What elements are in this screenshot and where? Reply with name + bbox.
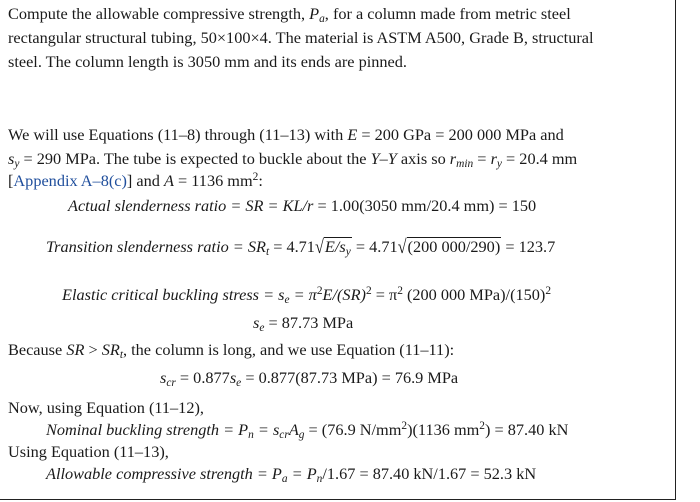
- sub-a: a: [319, 13, 325, 25]
- now-line: Now, using Equation (11–12),: [8, 398, 204, 417]
- var-r: r: [449, 149, 457, 168]
- sqrt-2: √(200 000/290): [397, 235, 501, 258]
- eq-value: = 123.7: [501, 237, 556, 256]
- eq-se-result: [253, 313, 353, 333]
- eq-text: = π: [289, 285, 317, 304]
- sub: n: [316, 473, 323, 485]
- solution-line-1: [8, 125, 564, 145]
- axis-label: Y–Y: [370, 149, 397, 168]
- eq-text: = s: [253, 420, 280, 439]
- sup: 2: [252, 171, 259, 183]
- eq-value: = 0.877(87.73 MPa) = 76.9 MPa: [241, 368, 459, 387]
- problem-line-2: rectangular structural tubing, 50×100×4. The material is ASTM A500, Grade B, structural: [8, 28, 594, 47]
- eq-text: = 4.71: [351, 237, 398, 256]
- text: [: [8, 171, 14, 190]
- problem-line-1: [8, 4, 571, 24]
- sub-y: y: [496, 158, 502, 170]
- text: :: [258, 171, 263, 190]
- eq-text: = π: [371, 285, 398, 304]
- problem-line-3: steel. The column length is 3050 mm and its ends are pinned.: [8, 52, 407, 71]
- var-a: A: [288, 420, 299, 439]
- eq-text: E/(SR): [322, 285, 366, 304]
- text: Because: [8, 340, 67, 359]
- sup: 2: [316, 285, 323, 297]
- var-p: P: [309, 4, 320, 23]
- problem-text: Compute the allowable compressive strength,: [8, 4, 310, 23]
- eq-text: = P: [287, 464, 317, 483]
- var-sr: SR: [101, 340, 120, 359]
- eq-text: (200 000 MPa)/(150): [402, 285, 546, 304]
- eq-label: Actual slenderness ratio = SR = KL/r: [68, 196, 314, 215]
- eq-transition-slenderness: [46, 237, 555, 257]
- sub: t: [265, 246, 270, 258]
- sub: e: [284, 294, 290, 306]
- appendix-link[interactable]: Appendix A–8(c): [13, 171, 127, 190]
- eq-value: /1.67 = 87.40 kN/1.67 = 52.3 kN: [322, 464, 537, 483]
- var-sr: SR: [66, 340, 85, 359]
- solution-line-2: [8, 149, 577, 169]
- text: = 1136 mm: [173, 171, 253, 190]
- eq-actual-slenderness: [68, 196, 536, 216]
- sup: 2: [479, 420, 485, 432]
- solution-line-3: [8, 171, 263, 191]
- sup: 2: [401, 420, 408, 432]
- text: = 290 MPa. The tube is expected to buckle about the: [19, 149, 371, 168]
- sub: g: [298, 429, 305, 441]
- text: We will use Equations (11–8) through (11–13) with: [8, 125, 348, 144]
- eq-value: = 87.73 MPa: [264, 313, 354, 332]
- var-r: r: [490, 149, 497, 168]
- sub-y: y: [14, 158, 20, 170]
- eq-label: Elastic critical buckling stress = s: [62, 285, 285, 304]
- eq-label: Allowable compressive strength = P: [46, 464, 282, 483]
- eq-text: = 4.71: [269, 237, 315, 256]
- eq-text: = 0.877: [175, 368, 230, 387]
- eq-elastic-buckling: [62, 285, 551, 305]
- eq-label: Nominal buckling strength = P: [46, 420, 249, 439]
- eq-value: ) = 87.40 kN: [485, 420, 569, 439]
- text: axis so: [396, 149, 450, 168]
- var-a: A: [164, 171, 174, 190]
- eq-nominal: [46, 420, 568, 440]
- var-s: s: [8, 149, 15, 168]
- because-line: [8, 340, 454, 360]
- var-s: s: [160, 368, 167, 387]
- eq-text: )(1136 mm: [407, 420, 480, 439]
- text: = 200 GPa = 200 000 MPa and: [357, 125, 564, 144]
- sub: y: [345, 246, 351, 258]
- eq-value: = 1.00(3050 mm/20.4 mm) = 150: [313, 196, 537, 215]
- text: =: [473, 149, 491, 168]
- using-line: Using Equation (11–13),: [8, 442, 169, 461]
- eq-allowable: [46, 464, 536, 484]
- sup: 2: [365, 285, 372, 297]
- text: , the column is long, and we use Equation (11–11):: [123, 340, 455, 359]
- text: >: [84, 340, 102, 359]
- sup: 2: [545, 285, 552, 297]
- sub: a: [281, 473, 288, 485]
- problem-text: , for a column made from metric steel: [324, 4, 571, 23]
- sub-min: min: [456, 158, 474, 170]
- sub: cr: [166, 377, 176, 389]
- text: ] and: [126, 171, 164, 190]
- text: = 20.4 mm: [501, 149, 578, 168]
- eq-text: = (76.9 N/mm: [304, 420, 402, 439]
- sqrt-1: $√E/s_y$: [314, 235, 351, 258]
- sub: n: [248, 429, 254, 441]
- eq-label: Transition slenderness ratio = SR: [46, 237, 266, 256]
- var-s: s: [229, 368, 237, 387]
- sub: t: [119, 349, 123, 361]
- var-e: E: [347, 125, 358, 144]
- sub: e: [236, 377, 242, 389]
- sub: cr: [279, 429, 289, 441]
- sup: 2: [397, 285, 403, 297]
- sub: e: [259, 322, 265, 334]
- eq-scr: [160, 368, 458, 388]
- root-content: E/s: [324, 237, 346, 256]
- var-s: s: [253, 313, 260, 332]
- root-content: (200 000/290): [407, 237, 501, 256]
